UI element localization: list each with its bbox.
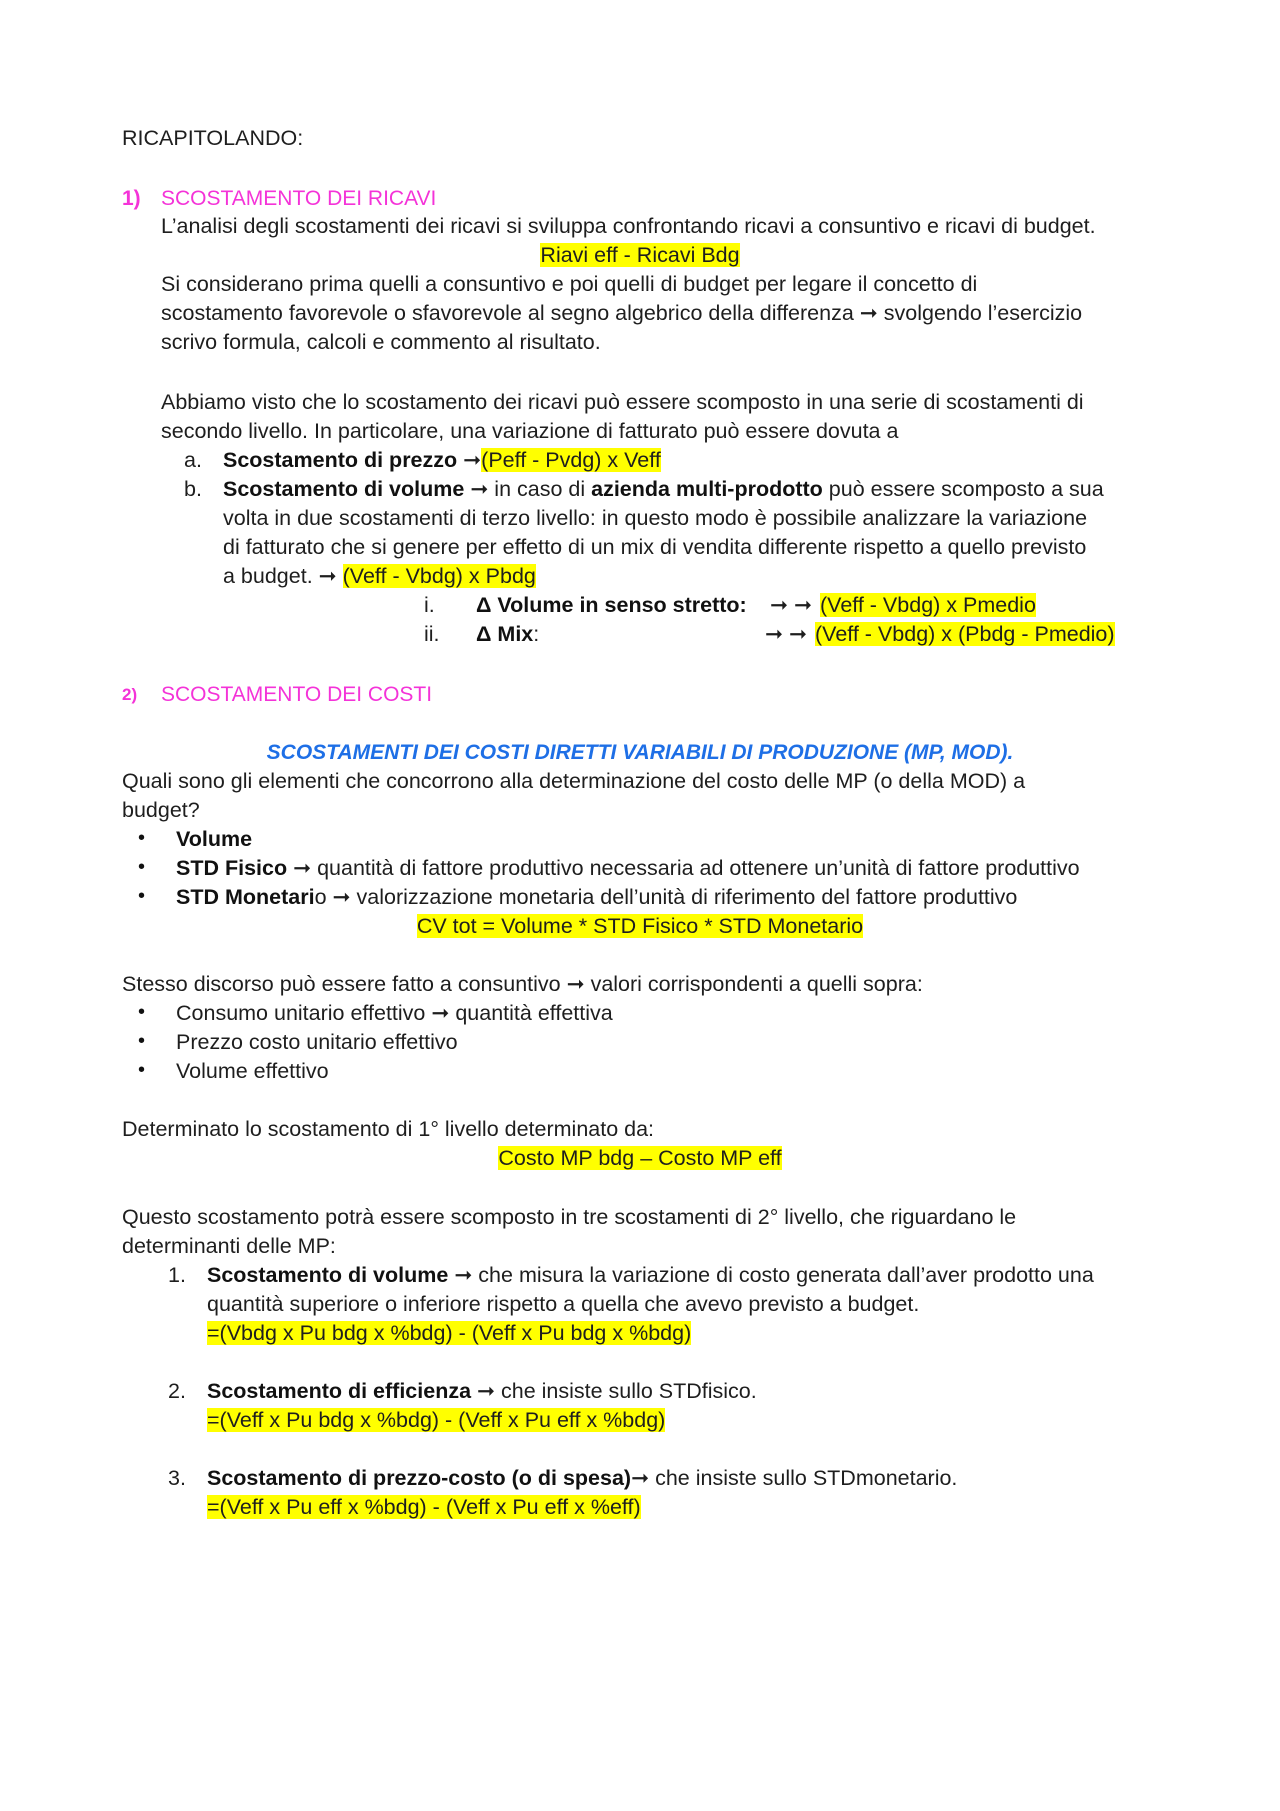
paragraph: determinanti delle MP:: [122, 1234, 336, 1258]
paragraph: Questo scostamento potrà essere scomposto in tre scostamenti di 2° livello, che riguardano le: [122, 1205, 1017, 1229]
sublist-label: i.: [424, 593, 435, 617]
bullet-icon: •: [138, 827, 146, 849]
paragraph: Determinato lo scostamento di 1° livello determinato da:: [122, 1117, 655, 1141]
arrows: ➞ ➞: [770, 593, 813, 617]
arrows: ➞ ➞: [765, 622, 808, 646]
list-item-efficiency: Scostamento di efficienza ➞ che insiste sullo STDfisico.: [207, 1379, 757, 1403]
list-label: b.: [184, 477, 202, 501]
list-label: a.: [184, 448, 202, 472]
list-item: STD Monetario ➞ valorizzazione monetaria dell’unità di riferimento del fattore produttivo: [176, 885, 1018, 909]
list-item-price-cost: Scostamento di prezzo-costo (o di spesa)➞ che insiste sullo STDmonetario.: [207, 1466, 958, 1490]
list-number: 2.: [168, 1379, 186, 1403]
list-item: Consumo unitario effettivo ➞ quantità effettiva: [176, 1001, 613, 1025]
list-item: Prezzo costo unitario effettivo: [176, 1030, 458, 1054]
page-title: RICAPITOLANDO:: [122, 126, 304, 150]
sublist-label: ii.: [424, 622, 440, 646]
section-2-subheading: SCOSTAMENTI DEI COSTI DIRETTI VARIABILI DI PRODUZIONE (MP, MOD).: [266, 741, 1014, 764]
formula-volume-strict: (Veff - Vbdg) x Pmedio: [820, 593, 1036, 617]
section-1-heading: SCOSTAMENTO DEI RICAVI: [161, 187, 437, 210]
formula: =(Vbdg x Pu bdg x %bdg) - (Veff x Pu bdg x %bdg): [207, 1321, 692, 1345]
sublist-item-volume: Δ Volume in senso stretto:: [476, 593, 747, 617]
sublist-item-mix: Δ Mix:: [476, 622, 540, 646]
paragraph: Si considerano prima quelli a consuntivo e poi quelli di budget per legare il concetto di: [161, 272, 978, 296]
paragraph: Stesso discorso può essere fatto a consuntivo ➞ valori corrispondenti a quelli sopra:: [122, 972, 923, 996]
list-number: 3.: [168, 1466, 186, 1490]
paragraph: di fatturato che si genere per effetto di un mix di vendita differente rispetto a quello previsto: [223, 535, 1087, 559]
list-item-price-variance: Scostamento di prezzo ➞(Peff - Pvdg) x Veff: [223, 448, 661, 472]
paragraph: Quali sono gli elementi che concorrono alla determinazione del costo delle MP (o della MOD) a: [122, 769, 1026, 793]
bullet-icon: •: [138, 1059, 146, 1081]
formula: =(Veff x Pu eff x %bdg) - (Veff x Pu eff x %eff): [207, 1495, 641, 1519]
bullet-icon: •: [138, 856, 146, 878]
paragraph: L’analisi degli scostamenti dei ricavi si sviluppa confrontando ricavi a consuntivo e ricavi di budget.: [161, 214, 1096, 238]
paragraph: budget?: [122, 798, 200, 822]
bullet-icon: •: [138, 1001, 146, 1023]
paragraph: scostamento favorevole o sfavorevole al segno algebrico della differenza ➞ svolgendo l’esercizio: [161, 301, 1083, 325]
list-item-volume-variance: Scostamento di volume ➞ in caso di azienda multi-prodotto può essere scomposto a sua: [223, 477, 1104, 501]
paragraph: volta in due scostamenti di terzo livello: in questo modo è possibile analizzare la variazione: [223, 506, 1088, 530]
paragraph: Abbiamo visto che lo scostamento dei ricavi può essere scomposto in una serie di scostamenti di: [161, 390, 1084, 414]
paragraph: a budget. ➞ (Veff - Vbdg) x Pbdg: [223, 564, 536, 588]
list-item: Volume: [176, 827, 253, 851]
section-1-number: 1): [122, 187, 141, 210]
bullet-icon: •: [138, 885, 146, 907]
bullet-icon: •: [138, 1030, 146, 1052]
paragraph: scrivo formula, calcoli e commento al risultato.: [161, 330, 601, 354]
list-number: 1.: [168, 1263, 186, 1287]
section-2-number: 2): [122, 685, 138, 704]
paragraph: quantità superiore o inferiore rispetto a quella che avevo previsto a budget.: [207, 1292, 920, 1316]
formula: =(Veff x Pu bdg x %bdg) - (Veff x Pu eff x %bdg): [207, 1408, 666, 1432]
formula-revenue-variance: Riavi eff - Ricavi Bdg: [540, 243, 740, 267]
list-item-volume-cost: Scostamento di volume ➞ che misura la variazione di costo generata dall’aver prodotto una: [207, 1263, 1094, 1287]
formula-mix: (Veff - Vbdg) x (Pbdg - Pmedio): [815, 622, 1115, 646]
list-item: Volume effettivo: [176, 1059, 329, 1083]
formula-first-level: Costo MP bdg – Costo MP eff: [498, 1146, 782, 1170]
list-item: STD Fisico ➞ quantità di fattore produttivo necessaria ad ottenere un’unità di fattore produttivo: [176, 856, 1080, 880]
paragraph: secondo livello. In particolare, una variazione di fatturato può essere dovuta a: [161, 419, 899, 443]
formula-cv-tot: CV tot = Volume * STD Fisico * STD Monetario: [416, 914, 864, 938]
section-2-heading: SCOSTAMENTO DEI COSTI: [161, 683, 433, 706]
